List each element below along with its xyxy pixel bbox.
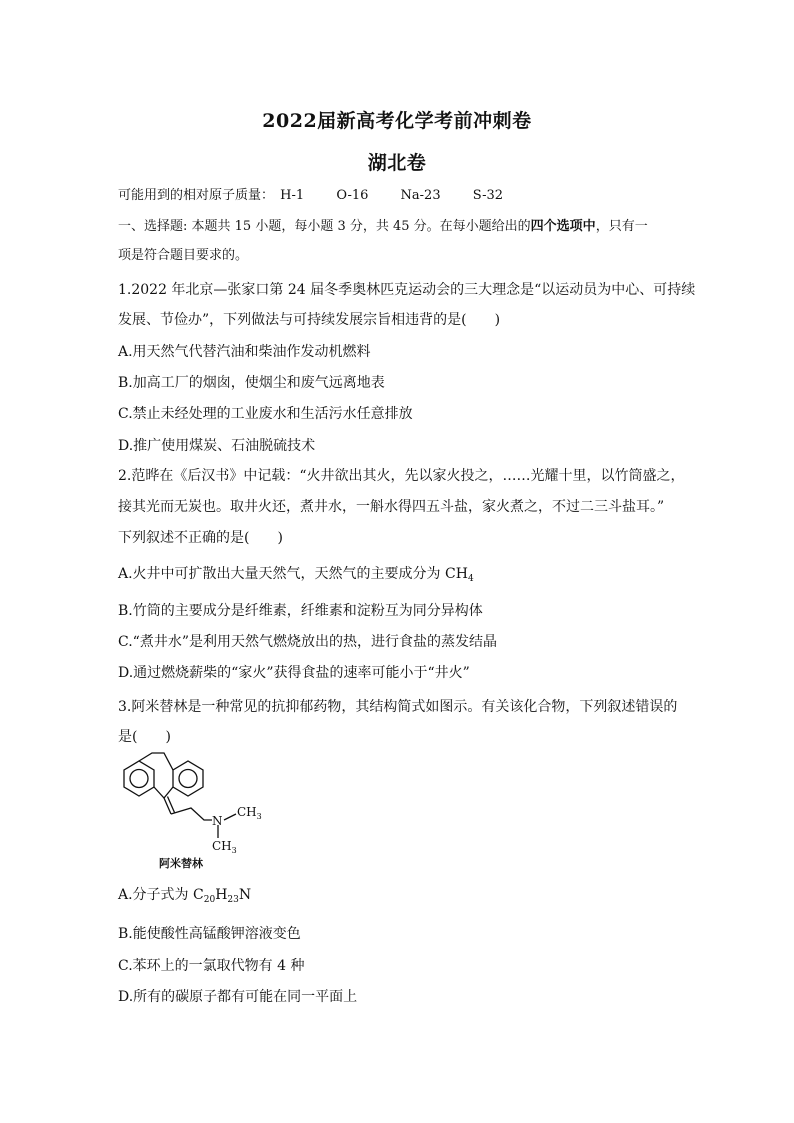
q1-option-b: B.加高工厂的烟囱，使烟尘和废气远离地表 bbox=[118, 375, 385, 391]
atomic-mass-line bbox=[118, 186, 678, 206]
q1-option-d: D.推广使用煤炭、石油脱硫技术 bbox=[118, 438, 316, 454]
q2-option-a-text: A.火井中可扩散出大量天然气，天然气的主要成分为 CH bbox=[118, 566, 468, 582]
q1-stem-line2: 发展、节俭办”，下列做法与可持续发展宗旨相违背的是( ) bbox=[118, 312, 501, 328]
q2-stem-line3: 下列叙述不正确的是( ) bbox=[118, 530, 283, 546]
q2-option-a bbox=[118, 564, 678, 589]
q3-option-a bbox=[118, 885, 678, 910]
exocyclic-double-bond bbox=[164, 797, 175, 815]
q3-option-c: C.苯环上的一氯取代物有 4 种 bbox=[118, 958, 305, 974]
q2-option-c: C.“煮井水”是利用天然气燃烧放出的热，进行食盐的蒸发结晶 bbox=[118, 634, 497, 650]
q1-option-c: C.禁止未经处理的工业废水和生活污水任意排放 bbox=[118, 406, 413, 422]
propylidene-chain bbox=[171, 808, 212, 820]
right-benzene-aromatic-circle bbox=[179, 770, 197, 788]
q1-option-a: A.用天然气代替汽油和柴油作发动机燃料 bbox=[118, 344, 371, 360]
exam-subtitle: 湖北卷 bbox=[367, 152, 427, 174]
methyl-label-right: $CH_3$ bbox=[237, 805, 262, 821]
ethylene-bridge bbox=[139, 753, 173, 770]
q3-stem-line1: 3.阿米替林是一种常见的抗抑郁药物，其结构简式如图示。有关该化合物，下列叙述错误的 bbox=[118, 699, 678, 715]
atomic-mass-s: S-32 bbox=[472, 188, 504, 203]
q3-option-a-c-subscript: 20 bbox=[203, 895, 216, 905]
right-benzene-ring bbox=[173, 761, 203, 796]
atomic-mass-o: O-16 bbox=[336, 188, 369, 203]
q3-option-a-h: H bbox=[215, 887, 228, 903]
q1-stem-line1: 1.2022 年北京—张家口第 24 届冬季奥林匹克运动会的三大理念是“以运动员为中心、可持续 bbox=[118, 282, 696, 298]
section-instructions-text: 一、选择题: 本题共 15 小题，每小题 3 分，共 45 分。在每小题给出的 bbox=[118, 219, 531, 234]
q3-option-b: B.能使酸性高锰酸钾溶液变色 bbox=[118, 926, 301, 942]
q3-option-d: D.所有的碳原子都有可能在同一平面上 bbox=[118, 989, 358, 1005]
q3-option-a-n: N bbox=[238, 887, 252, 903]
left-benzene-ring bbox=[124, 761, 154, 796]
structure-caption: 阿米替林 bbox=[159, 857, 203, 870]
q2-option-a-subscript: 4 bbox=[467, 574, 474, 584]
q3-stem-line2: 是( ) bbox=[118, 729, 171, 745]
q2-option-b: B.竹筒的主要成分是纤维素，纤维素和淀粉互为同分异构体 bbox=[118, 603, 483, 619]
n-methyl-bond-right bbox=[224, 814, 236, 820]
q3-option-a-h-subscript: 23 bbox=[227, 895, 239, 905]
atomic-mass-h: H-1 bbox=[280, 188, 305, 203]
central-ring-bonds bbox=[154, 787, 173, 798]
nitrogen-label: N bbox=[212, 814, 223, 828]
atomic-mass-label: 可能用到的相对原子质量： bbox=[118, 188, 275, 203]
atomic-mass-na: Na-23 bbox=[400, 188, 441, 203]
q3-option-a-prefix: A.分子式为 C bbox=[118, 887, 204, 903]
q2-option-d: D.通过燃烧薪柴的“家火”获得食盐的速率可能小于“井火” bbox=[118, 665, 470, 681]
q2-stem-line2: 接其光而无炭也。取井火还，煮井水，一斛水得四五斗盐，家火煮之，不过二三斗盐耳。” bbox=[118, 499, 665, 515]
section-instructions-line1 bbox=[118, 217, 678, 237]
methyl-label-down: $CH_3$ bbox=[212, 839, 237, 855]
exam-title: 2022届新高考化学考前冲刺卷 bbox=[262, 110, 532, 132]
section-instructions-suffix: ，只有一 bbox=[595, 219, 648, 234]
q2-stem-line1: 2.范晔在《后汉书》中记载：“火井欲出其火，先以家火投之，……光耀十里，以竹筒盛之， bbox=[118, 468, 685, 484]
section-instructions-emphasis: 四个选项中 bbox=[530, 219, 596, 234]
section-instructions-line2: 项是符合题目要求的。 bbox=[118, 248, 249, 263]
left-benzene-aromatic-circle bbox=[130, 770, 148, 788]
amitriptyline-structure bbox=[112, 746, 282, 868]
